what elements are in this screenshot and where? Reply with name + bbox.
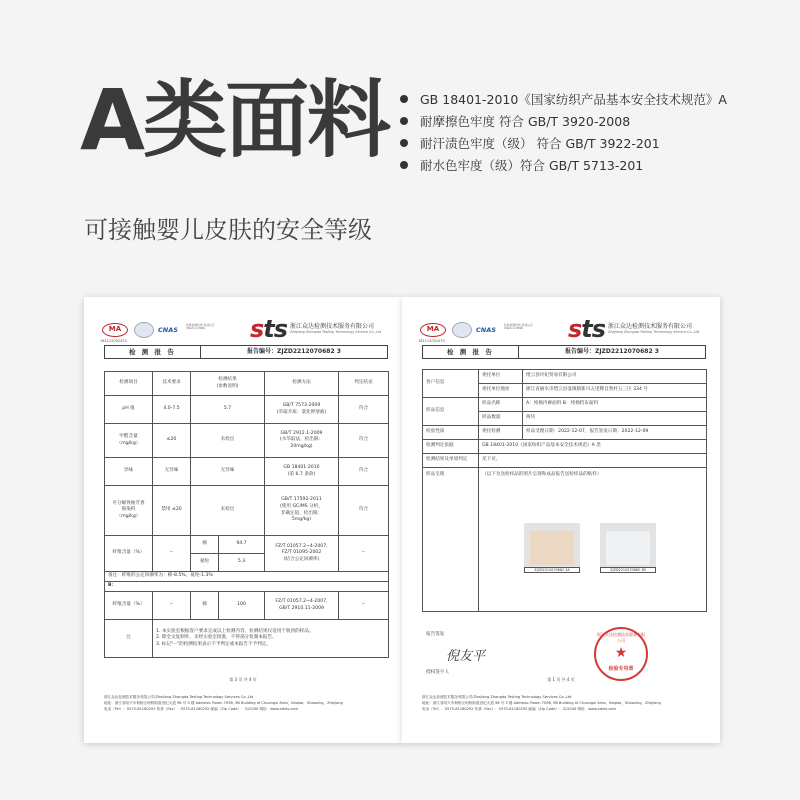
test-results-table [104, 371, 389, 658]
ilac-logo-icon [134, 322, 154, 338]
bullet-text: GB 18401-2010《国家纺织产品基本安全技术规范》A [420, 92, 727, 107]
report-number: 报告编号：ZJZD2212070682 3 [564, 348, 659, 355]
bullet-dot-icon [400, 161, 408, 169]
table-header: 判定结论 [339, 372, 389, 396]
company-name: 浙江众达检测技术服务有限公司 [608, 323, 693, 330]
bullet-text: 耐水色牢度（级）符合 GB/T 5713-201 [420, 158, 644, 173]
ma-number: 181112052433 [100, 339, 127, 343]
report-page-right [402, 297, 720, 743]
bullet-item [400, 88, 727, 110]
ma-logo-icon: MA [420, 323, 446, 337]
accreditation-text: 检验检测机构 资质认定 CNAS L13996 [504, 323, 533, 331]
ma-logo-icon: MA [102, 323, 128, 337]
report-title-bar [104, 345, 388, 359]
bullet-text: 耐摩擦色牢度 符合 GB/T 3920-2008 [420, 114, 631, 129]
hero-subtitle: 可接触婴儿皮肤的安全等级 [84, 216, 372, 244]
report-footer: 浙江众达检测技术服务有限公司/Zhejiang Zhongda Testing Technology Services Co.,Ltd 地址：浙江省绍兴市柯桥区柯桥街道世纪大道 98 号 5 楼 Address: Room 7098, 9B Building of Chuangxi Area，Keqiao，Shaoxing，Zhejiang 电话（Tel）：0575-81180292 传真（Fax）：0575-81180292 邮编（Zip Code）：312030 网址：www.zdsts.com [422, 695, 661, 711]
table-row: 客户信息 委托单位 缙云县玲妃贸易有限公司 [423, 370, 707, 384]
bullet-dot-icon [400, 117, 408, 125]
company-name: 浙江众达检测技术服务有限公司 [290, 323, 375, 330]
issuer-label: 报告签发 [426, 632, 445, 637]
signature: 倪友平 [446, 649, 486, 664]
table-row: 委托单位地址 浙江省丽水市缙云县壶镇镇新川五里牌自然村五三区 334 号 [423, 384, 707, 398]
bullet-list [400, 88, 727, 176]
table-row: 纤维含量（%） -- 棉 100 FZ/T 01057.2~4-2007, GB/T 2910.11-2009 -- [105, 592, 389, 620]
table-header: 检测项目 [105, 372, 153, 396]
official-seal: 浙江众达检测技术服务有限公司 ★ 检验专用章 [594, 627, 648, 681]
table-header: 检测方法 [265, 372, 339, 396]
ma-number: 181112052433 [418, 339, 445, 343]
table-row: 检测结果及单项判定 见下页。 [423, 454, 707, 468]
table-row: 纤维含量（%） -- 棉 94.7 FZ/T 01057.2~4-2007, FZ/T 01095-2002 (结合公定回潮率) -- [105, 536, 389, 554]
company-name-en: Zhejiang Zhongda Testing Technology Service Co.,Ltd [608, 330, 700, 334]
note-line: 3. 标记“--”的检测结果表示不予判定或本报告不予判定。 [156, 641, 271, 647]
table-row: pH 值 4.0-7.5 5.7 GB/T 7573-2009 (萃取介质：氯化钾溶液) 符合 [105, 396, 389, 424]
table-row: 备注：纤维的公定回潮率为：棉-8.5%，氨纶-1.3% [105, 572, 389, 582]
sample-photo-a: ZJZD2212070682 3A [524, 523, 580, 573]
bullet-dot-icon [400, 139, 408, 147]
accreditation-text: 检验检测机构 资质认定 CNAS L13996 [186, 323, 215, 331]
sample-photo-b: ZJZD2212070682 3B [600, 523, 656, 573]
ilac-logo-icon [452, 322, 472, 338]
table-row [105, 372, 389, 396]
cnas-logo-icon: CNAS [476, 326, 496, 334]
sts-logo-icon: sts [250, 315, 288, 343]
bullet-dot-icon [400, 95, 408, 103]
report-footer: 浙江众达检测技术服务有限公司/Zhejiang Zhongda Testing Technology Services Co.,Ltd 地址：浙江省绍兴市柯桥区柯桥街道世纪大道 98 号 5 楼 Address: Room 7098, 9B Building of Chuangxi Area，Keqiao，Shaoxing，Zhejiang 电话（Tel）：0575-81180292 传真（Fax）：0575-81180292 邮编（Zip Code）：312030 网址：www.zdsts.com [104, 695, 343, 711]
table-row: 甲醛含量 （mg/kg） ≤20 未检出 GB/T 2912.1-2009 (水萃取法，检出限： 20mg/kg) 符合 [105, 424, 389, 458]
table-header: 技术要求 [153, 372, 191, 396]
report-title: 检 测 报 告 [105, 346, 201, 358]
note-line: 2. 除全文复制外，未经实验室批准，不得部分复制本报告。 [156, 635, 277, 641]
report-page-left [84, 297, 402, 743]
report-header [102, 317, 386, 345]
bullet-item [400, 110, 727, 132]
table-row: 异味 无异味 无异味 GB 18401-2010 (第 6.7 条款) 符合 [105, 458, 389, 486]
report-header [420, 317, 704, 345]
report-title: 检 测 报 告 [423, 346, 519, 358]
cnas-logo-icon: CNAS [158, 326, 178, 334]
table-row: 可分解致癌芳香 胺染料 （mg/kg） 禁用 ≤20 未检出 GB/T 17592-2011 (使用 GC/MS 分析， 非确定值，检出限： 5mg/kg) 符合 [105, 486, 389, 536]
star-icon: ★ [614, 645, 628, 661]
table-row: 样品数量 两块 [423, 412, 707, 426]
note-line: 1. 本实验室根据客户要求完成以上检测内容，检测结果仅适用于收到的样品。 [156, 628, 314, 634]
page-number: 第 3 页 共 4 页 [229, 677, 257, 682]
table-row: 氨纶 5.3 [105, 554, 389, 572]
report-title-bar [422, 345, 706, 359]
table-header: 检测结果 (参数说明) [191, 372, 265, 396]
bullet-item [400, 154, 727, 176]
table-row: 检验性质 委托检测 样品受理日期：2022-12-07，报告签发日期：2022-12-09 [423, 426, 707, 440]
signatory-label: 授权签字人 [426, 670, 449, 675]
sts-logo-icon: sts [568, 315, 606, 343]
table-row: 检测判定依据 GB 18401-2010《国家纺织产品基本安全技术规范》A 类 [423, 440, 707, 454]
table-row: 样品信息 样品名称 A：纯棉内裤面料 B：纯棉档布面料 [423, 398, 707, 412]
bullet-item [400, 132, 727, 154]
sample-info-table [422, 369, 707, 612]
bullet-text: 耐汗渍色牢度（级） 符合 GB/T 3922-201 [420, 136, 660, 151]
hero-title: A类面料 [80, 71, 390, 169]
table-row: B： [105, 582, 389, 592]
company-name-en: Zhejiang Zhongda Testing Technology Service Co.,Ltd [290, 330, 382, 334]
table-row: 样品呈现 （以下为送检样品的照片呈现和成品报告送检样品的贴样） [423, 468, 707, 612]
table-row: 注 1. 本实验室根据客户要求完成以上检测内容，检测结果仅适用于收到的样品。 2. 除全文复制外，未经实验室批准，不得部分复制本报告。 3. 标记“--”的检测结果表示不予判定或本报告不予判定。 [105, 620, 389, 658]
report-number: 报告编号：ZJZD2212070682 3 [246, 348, 341, 355]
page-number: 第 1 页 共 4 页 [547, 677, 575, 682]
